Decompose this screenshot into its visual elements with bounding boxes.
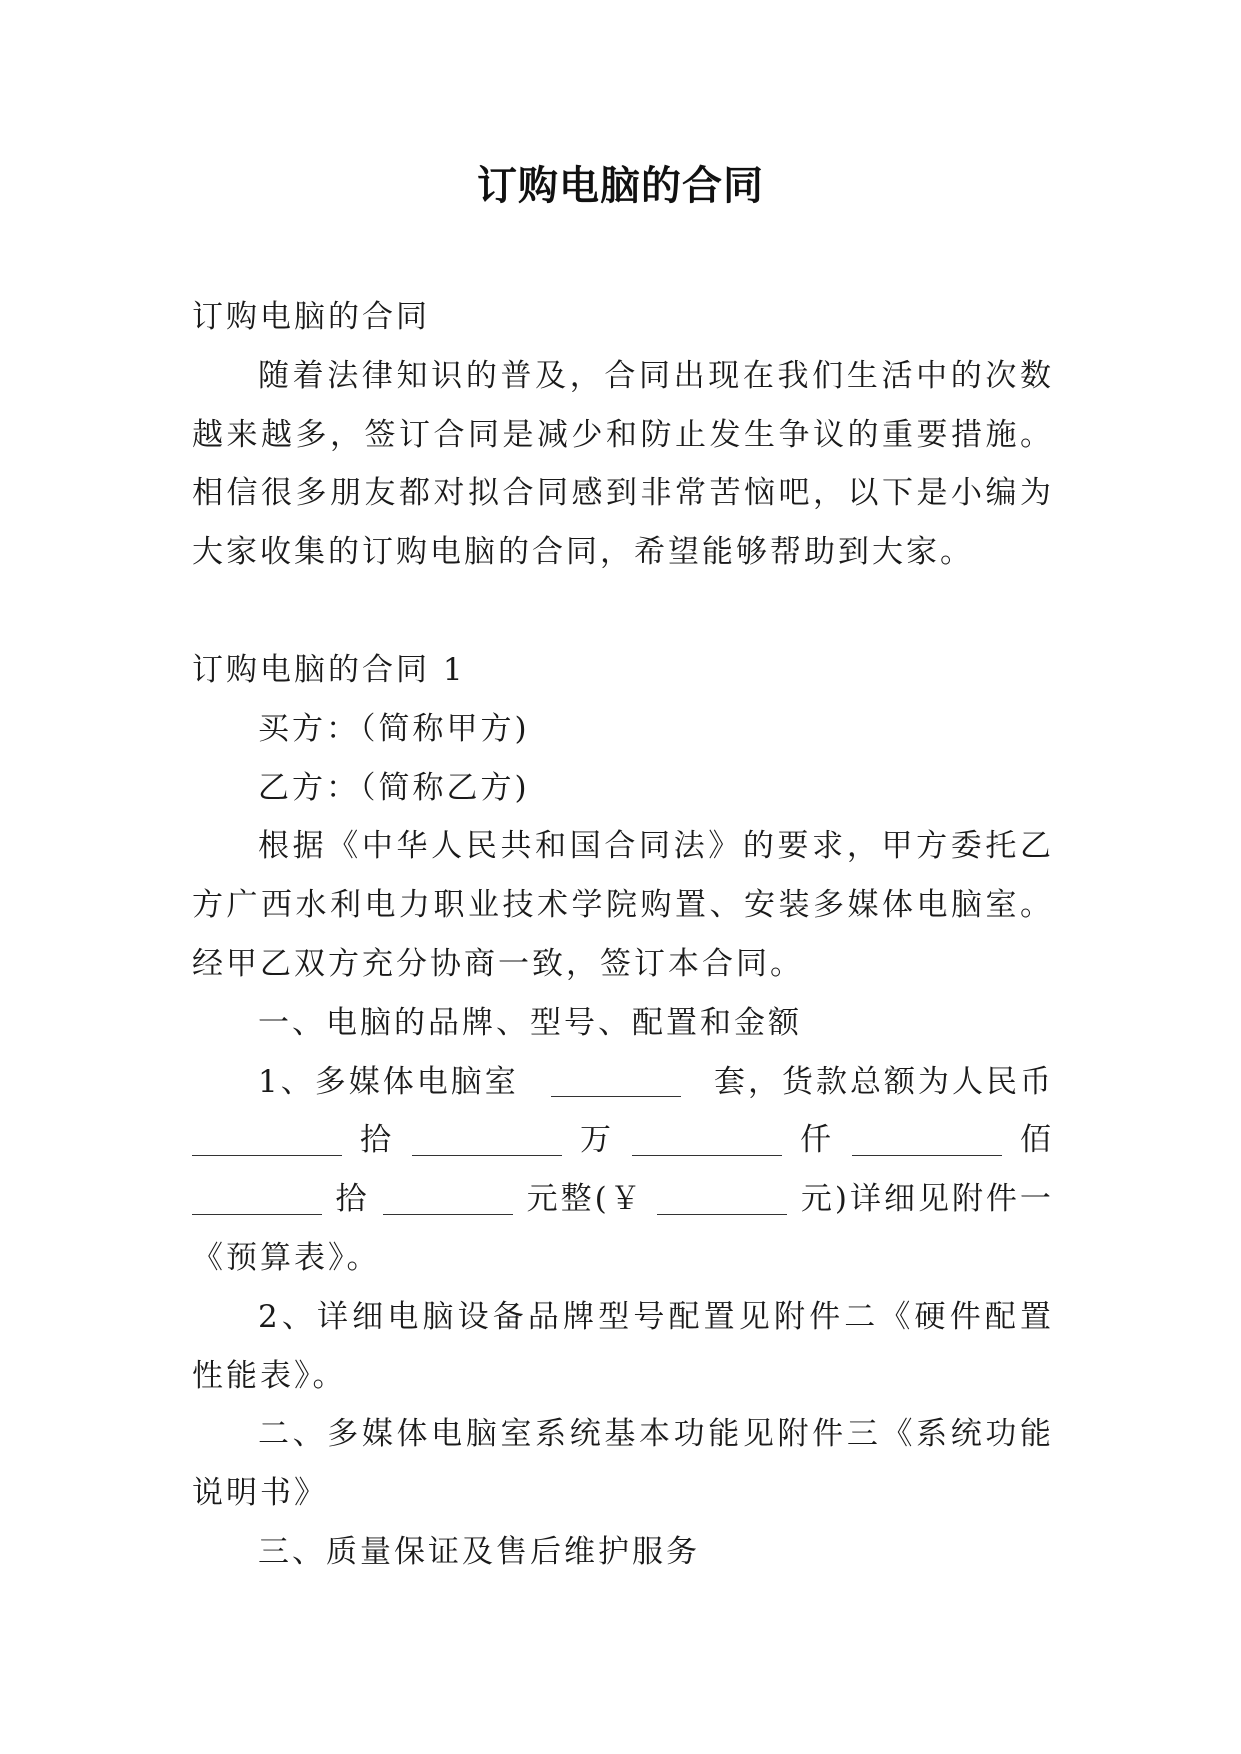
intro-paragraph: 随着法律知识的普及，合同出现在我们生活中的次数越来越多，签订合同是减少和防止发生争议的重要措施。相信很多朋友都对拟合同感到非常苦恼吧，以下是小编为大家收集的订购电脑的合同，希望能够帮助到大家。 (192, 357, 1054, 571)
sets-blank (551, 1066, 681, 1097)
party-b-line: 乙方：（简称乙方) (258, 769, 530, 806)
buyer-line: 买方：（简称甲方) (258, 710, 530, 747)
clause-3-heading: 三、质量保证及售后维护服务 (258, 1533, 700, 1570)
item-1-after-sets: 套，货款总额为人民币 (713, 1063, 1054, 1100)
budget-reference: 《预算表》。 (192, 1239, 381, 1276)
clause-1-heading: 一、电脑的品牌、型号、配置和金额 (258, 1004, 802, 1041)
unit-qian: 仟 (800, 1122, 834, 1159)
unit-shi: 拾 (360, 1122, 394, 1159)
clause-2: 二、多媒体电脑室系统基本功能见附件三《系统功能说明书》 (192, 1416, 1054, 1512)
document-title: 订购电脑的合同 (477, 163, 764, 209)
item-1-prefix: 1、多媒体电脑室 (258, 1063, 519, 1100)
yuan-blank (383, 1184, 513, 1215)
amount-figure-blank (657, 1184, 787, 1215)
intro-heading: 订购电脑的合同 (192, 299, 430, 335)
wan-blank (412, 1125, 562, 1156)
bai-blank (852, 1125, 1002, 1156)
qian-blank (632, 1125, 782, 1156)
clause-1-item-2: 2、详细电脑设备品牌型号配置见附件二《硬件配置性能表》。 (192, 1298, 1054, 1394)
yuan-close: 元)详细见附件一 (800, 1181, 1054, 1218)
clause-1-item-1-line-2 (192, 1111, 1054, 1170)
yuan-zheng: 元整(￥ (526, 1181, 644, 1218)
basis-paragraph: 根据《中华人民共和国合同法》的要求，甲方委托乙方广西水利电力职业技术学院购置、安装多媒体电脑室。经甲乙双方充分协商一致，签订本合同。 (192, 828, 1054, 982)
unit-wan: 万 (580, 1122, 614, 1159)
shi2-blank (192, 1184, 322, 1215)
document-body (192, 288, 1054, 1582)
section-heading: 订购电脑的合同 1 (192, 651, 466, 688)
paragraph-spacer (192, 582, 1054, 641)
clause-1-item-1-line-1 (192, 1053, 1054, 1112)
shi-blank (192, 1125, 342, 1156)
clause-1-item-1-line-3 (192, 1170, 1054, 1229)
unit-bai: 佰 (1020, 1122, 1054, 1159)
unit-shi2: 拾 (335, 1181, 370, 1218)
